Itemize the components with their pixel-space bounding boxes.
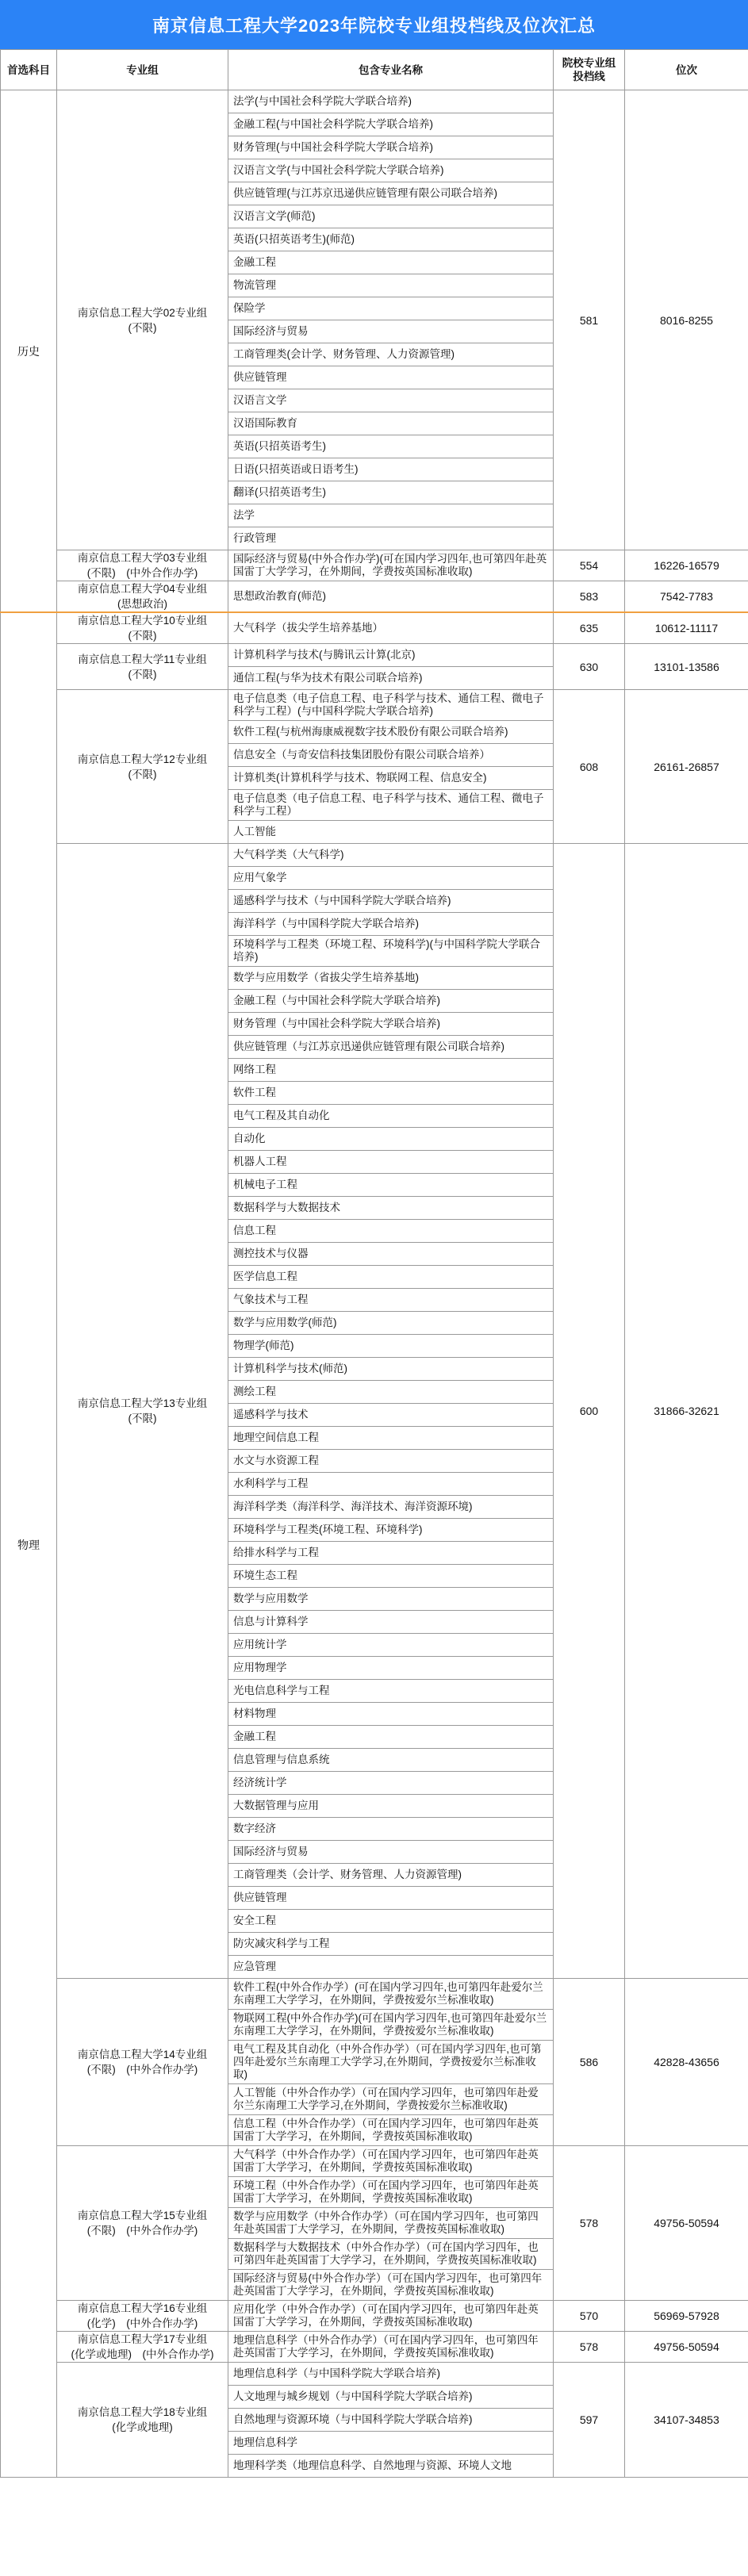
major-name: 英语(只招英语考生)(师范) bbox=[228, 228, 554, 251]
major-name: 翻译(只招英语考生) bbox=[228, 481, 554, 504]
major-name: 地理科学类（地理信息科学、自然地理与资源、环境人文地 bbox=[228, 2455, 554, 2478]
major-name: 机械电子工程 bbox=[228, 1174, 554, 1197]
table-row bbox=[1, 1979, 748, 2010]
major-name: 国际经济与贸易 bbox=[228, 320, 554, 343]
group-rank: 16226-16579 bbox=[625, 550, 748, 581]
table-row bbox=[1, 2363, 748, 2386]
major-name: 计算机科学与技术(师范) bbox=[228, 1358, 554, 1381]
major-name: 法学(与中国社会科学院大学联合培养) bbox=[228, 90, 554, 113]
major-name: 数学与应用数学(师范) bbox=[228, 1312, 554, 1335]
table-row bbox=[1, 690, 748, 721]
major-name: 气象技术与工程 bbox=[228, 1289, 554, 1312]
group-name: 南京信息工程大学12专业组 (不限) bbox=[57, 690, 228, 844]
group-score: 600 bbox=[554, 844, 625, 1979]
major-name: 地理信息科学（与中国科学院大学联合培养) bbox=[228, 2363, 554, 2386]
major-name: 工商管理类（会计学、财务管理、人力资源管理) bbox=[228, 1864, 554, 1887]
major-name: 遥感科学与技术（与中国科学院大学联合培养) bbox=[228, 890, 554, 913]
major-name: 电子信息类（电子信息工程、电子科学与技术、通信工程、微电子科学与工程） bbox=[228, 790, 554, 821]
group-rank: 31866-32621 bbox=[625, 844, 748, 1979]
major-name: 物联网工程(中外合作办学)(可在国内学习四年,也可第四年赴爱尔兰东南理工大学学习，在外期间，学费按爱尔兰标准收取) bbox=[228, 2010, 554, 2041]
major-name: 海洋科学类（海洋科学、海洋技术、海洋资源环境) bbox=[228, 1496, 554, 1519]
group-score: 578 bbox=[554, 2332, 625, 2363]
group-rank: 49756-50594 bbox=[625, 2146, 748, 2301]
group-name: 南京信息工程大学15专业组 (不限) (中外合作办学) bbox=[57, 2146, 228, 2301]
header-row bbox=[1, 50, 748, 90]
major-name: 信息工程 bbox=[228, 1220, 554, 1243]
major-name: 应急管理 bbox=[228, 1956, 554, 1979]
table-row bbox=[1, 2146, 748, 2177]
major-name: 计算机类(计算机科学与技术、物联网工程、信息安全) bbox=[228, 767, 554, 790]
group-name: 南京信息工程大学10专业组 (不限) bbox=[57, 612, 228, 644]
major-name: 大气科学类（大气科学) bbox=[228, 844, 554, 867]
group-score: 570 bbox=[554, 2301, 625, 2332]
major-name: 大气科学（拔尖学生培养基地） bbox=[228, 612, 554, 644]
major-name: 机器人工程 bbox=[228, 1151, 554, 1174]
major-name: 环境科学与工程类（环境工程、环境科学)(与中国科学院大学联合培养) bbox=[228, 936, 554, 967]
header-score: 院校专业组投档线 bbox=[554, 50, 625, 90]
major-name: 软件工程(中外合作办学）(可在国内学习四年,也可第四年赴爱尔兰东南理工大学学习，在外期间，学费按爱尔兰标准收取) bbox=[228, 1979, 554, 2010]
major-name: 网络工程 bbox=[228, 1059, 554, 1082]
major-name: 电子信息类（电子信息工程、电子科学与技术、通信工程、微电子科学与工程）(与中国科学院大学联合培养) bbox=[228, 690, 554, 721]
group-score: 586 bbox=[554, 1979, 625, 2146]
major-name: 大气科学（中外合作办学）（可在国内学习四年，也可第四年赴英国雷丁大学学习，在外期间，学费按英国标准收取) bbox=[228, 2146, 554, 2177]
table-row bbox=[1, 2301, 748, 2332]
score-table bbox=[0, 49, 748, 2478]
major-name: 测绘工程 bbox=[228, 1381, 554, 1404]
major-name: 保险学 bbox=[228, 297, 554, 320]
major-name: 测控技术与仪器 bbox=[228, 1243, 554, 1266]
major-name: 软件工程(与杭州海康威视数字技术股份有限公司联合培养) bbox=[228, 721, 554, 744]
major-name: 地理信息科学 bbox=[228, 2432, 554, 2455]
group-score: 554 bbox=[554, 550, 625, 581]
major-name: 供应链管理(与江苏京迅递供应链管理有限公司联合培养) bbox=[228, 182, 554, 205]
major-name: 电气工程及其自动化（中外合作办学）（可在国内学习四年,也可第四年赴爱尔兰东南理工大学学习,在外期间，学费按爱尔兰标准收取) bbox=[228, 2041, 554, 2084]
group-rank: 34107-34853 bbox=[625, 2363, 748, 2478]
major-name: 汉语言文学 bbox=[228, 389, 554, 412]
major-name: 国际经济与贸易 bbox=[228, 1841, 554, 1864]
group-score: 635 bbox=[554, 612, 625, 644]
major-name: 环境生态工程 bbox=[228, 1565, 554, 1588]
header-group: 专业组 bbox=[57, 50, 228, 90]
table-row bbox=[1, 644, 748, 667]
major-name: 数学与应用数学（省拔尖学生培养基地) bbox=[228, 967, 554, 990]
major-name: 自动化 bbox=[228, 1128, 554, 1151]
group-name: 南京信息工程大学16专业组 (化学) (中外合作办学) bbox=[57, 2301, 228, 2332]
group-score: 581 bbox=[554, 90, 625, 550]
major-name: 金融工程（与中国社会科学院大学联合培养) bbox=[228, 990, 554, 1013]
major-name: 英语(只招英语考生) bbox=[228, 435, 554, 458]
group-name: 南京信息工程大学02专业组 (不限) bbox=[57, 90, 228, 550]
group-rank: 42828-43656 bbox=[625, 1979, 748, 2146]
major-name: 水利科学与工程 bbox=[228, 1473, 554, 1496]
major-name: 信息安全（与奇安信科技集团股份有限公司联合培养） bbox=[228, 744, 554, 767]
major-name: 地理空间信息工程 bbox=[228, 1427, 554, 1450]
major-name: 遥感科学与技术 bbox=[228, 1404, 554, 1427]
major-name: 给排水科学与工程 bbox=[228, 1542, 554, 1565]
major-name: 通信工程(与华为技术有限公司联合培养) bbox=[228, 667, 554, 690]
major-name: 财务管理（与中国社会科学院大学联合培养) bbox=[228, 1013, 554, 1036]
page-title: 南京信息工程大学2023年院校专业组投档线及位次汇总 bbox=[0, 0, 748, 49]
table-row bbox=[1, 90, 748, 113]
header-rank: 位次 bbox=[625, 50, 748, 90]
subject-history: 历史 bbox=[1, 90, 57, 613]
group-score: 578 bbox=[554, 2146, 625, 2301]
group-rank: 10612-11117 bbox=[625, 612, 748, 644]
major-name: 人文地理与城乡规划（与中国科学院大学联合培养) bbox=[228, 2386, 554, 2409]
major-name: 日语(只招英语或日语考生) bbox=[228, 458, 554, 481]
major-name: 光电信息科学与工程 bbox=[228, 1680, 554, 1703]
major-name: 医学信息工程 bbox=[228, 1266, 554, 1289]
group-name: 南京信息工程大学11专业组 (不限) bbox=[57, 644, 228, 690]
group-rank: 8016-8255 bbox=[625, 90, 748, 550]
table-body bbox=[1, 90, 748, 2478]
group-rank: 7542-7783 bbox=[625, 581, 748, 613]
group-name: 南京信息工程大学04专业组 (思想政治) bbox=[57, 581, 228, 613]
major-name: 供应链管理（与江苏京迅递供应链管理有限公司联合培养) bbox=[228, 1036, 554, 1059]
major-name: 汉语言文学(与中国社会科学院大学联合培养) bbox=[228, 159, 554, 182]
group-rank: 26161-26857 bbox=[625, 690, 748, 844]
group-name: 南京信息工程大学17专业组 (化学或地理) (中外合作办学) bbox=[57, 2332, 228, 2363]
major-name: 应用气象学 bbox=[228, 867, 554, 890]
major-name: 汉语言文学(师范) bbox=[228, 205, 554, 228]
group-name: 南京信息工程大学03专业组 (不限) (中外合作办学) bbox=[57, 550, 228, 581]
major-name: 环境科学与工程类(环境工程、环境科学) bbox=[228, 1519, 554, 1542]
major-name: 思想政治教育(师范) bbox=[228, 581, 554, 613]
major-name: 人工智能（中外合作办学）（可在国内学习四年，也可第四年赴爱尔兰东南理工大学学习,在外期间，学费按爱尔兰标准收取) bbox=[228, 2084, 554, 2115]
subject-physics: 物理 bbox=[1, 612, 57, 2478]
major-name: 材料物理 bbox=[228, 1703, 554, 1726]
major-name: 自然地理与资源环境（与中国科学院大学联合培养) bbox=[228, 2409, 554, 2432]
major-name: 防灾减灾科学与工程 bbox=[228, 1933, 554, 1956]
major-name: 国际经济与贸易(中外合作办学）（可在国内学习四年，也可第四年赴英国雷丁大学学习，在外期间，学费按英国标准收取) bbox=[228, 2270, 554, 2301]
major-name: 水文与水资源工程 bbox=[228, 1450, 554, 1473]
table-row bbox=[1, 844, 748, 867]
group-score: 583 bbox=[554, 581, 625, 613]
major-name: 地理信息科学（中外合作办学）（可在国内学习四年，也可第四年赴英国雷丁大学学习，在外期间，学费按英国标准收取) bbox=[228, 2332, 554, 2363]
header-majors: 包含专业名称 bbox=[228, 50, 554, 90]
header-subject: 首选科目 bbox=[1, 50, 57, 90]
major-name: 应用化学（中外合作办学）（可在国内学习四年，也可第四年赴英国雷丁大学学习，在外期间，学费按英国标准收取) bbox=[228, 2301, 554, 2332]
major-name: 金融工程 bbox=[228, 1726, 554, 1749]
major-name: 供应链管理 bbox=[228, 366, 554, 389]
group-name: 南京信息工程大学14专业组 (不限) (中外合作办学) bbox=[57, 1979, 228, 2146]
major-name: 法学 bbox=[228, 504, 554, 527]
major-name: 电气工程及其自动化 bbox=[228, 1105, 554, 1128]
major-name: 数据科学与大数据技术 bbox=[228, 1197, 554, 1220]
major-name: 物理学(师范) bbox=[228, 1335, 554, 1358]
major-name: 数据科学与大数据技术（中外合作办学）（可在国内学习四年，也可第四年赴英国雷丁大学学习，在外期间，学费按英国标准收取) bbox=[228, 2239, 554, 2270]
major-name: 海洋科学（与中国科学院大学联合培养) bbox=[228, 913, 554, 936]
major-name: 信息与计算科学 bbox=[228, 1611, 554, 1634]
major-name: 行政管理 bbox=[228, 527, 554, 550]
major-name: 金融工程 bbox=[228, 251, 554, 274]
major-name: 软件工程 bbox=[228, 1082, 554, 1105]
group-name: 南京信息工程大学18专业组 (化学或地理) bbox=[57, 2363, 228, 2478]
major-name: 应用物理学 bbox=[228, 1657, 554, 1680]
major-name: 汉语国际教育 bbox=[228, 412, 554, 435]
major-name: 工商管理类(会计学、财务管理、人力资源管理) bbox=[228, 343, 554, 366]
major-name: 财务管理(与中国社会科学院大学联合培养) bbox=[228, 136, 554, 159]
major-name: 物流管理 bbox=[228, 274, 554, 297]
major-name: 经济统计学 bbox=[228, 1772, 554, 1795]
major-name: 供应链管理 bbox=[228, 1887, 554, 1910]
major-name: 人工智能 bbox=[228, 821, 554, 844]
table-row bbox=[1, 581, 748, 613]
group-rank: 56969-57928 bbox=[625, 2301, 748, 2332]
major-name: 信息管理与信息系统 bbox=[228, 1749, 554, 1772]
group-name: 南京信息工程大学13专业组 (不限) bbox=[57, 844, 228, 1979]
major-name: 数字经济 bbox=[228, 1818, 554, 1841]
major-name: 计算机科学与技术(与腾讯云计算(北京) bbox=[228, 644, 554, 667]
major-name: 大数据管理与应用 bbox=[228, 1795, 554, 1818]
table-row bbox=[1, 2332, 748, 2363]
major-name: 金融工程(与中国社会科学院大学联合培养) bbox=[228, 113, 554, 136]
group-rank: 49756-50594 bbox=[625, 2332, 748, 2363]
table-row bbox=[1, 550, 748, 581]
major-name: 环境工程（中外合作办学）（可在国内学习四年，也可第四年赴英国雷丁大学学习，在外期间，学费按英国标准收取) bbox=[228, 2177, 554, 2208]
major-name: 信息工程（中外合作办学）（可在国内学习四年，也可第四年赴英国雷丁大学学习，在外期间，学费按英国标准收取) bbox=[228, 2115, 554, 2146]
group-score: 597 bbox=[554, 2363, 625, 2478]
group-rank: 13101-13586 bbox=[625, 644, 748, 690]
group-score: 608 bbox=[554, 690, 625, 844]
major-name: 安全工程 bbox=[228, 1910, 554, 1933]
major-name: 应用统计学 bbox=[228, 1634, 554, 1657]
major-name: 数学与应用数学 bbox=[228, 1588, 554, 1611]
major-name: 国际经济与贸易(中外合作办学)(可在国内学习四年,也可第四年赴英国雷丁大学学习，在外期间，学费按英国标准收取) bbox=[228, 550, 554, 581]
table-row bbox=[1, 612, 748, 644]
group-score: 630 bbox=[554, 644, 625, 690]
major-name: 数学与应用数学（中外合作办学）（可在国内学习四年，也可第四年赴英国雷丁大学学习，在外期间，学费按英国标准收取) bbox=[228, 2208, 554, 2239]
